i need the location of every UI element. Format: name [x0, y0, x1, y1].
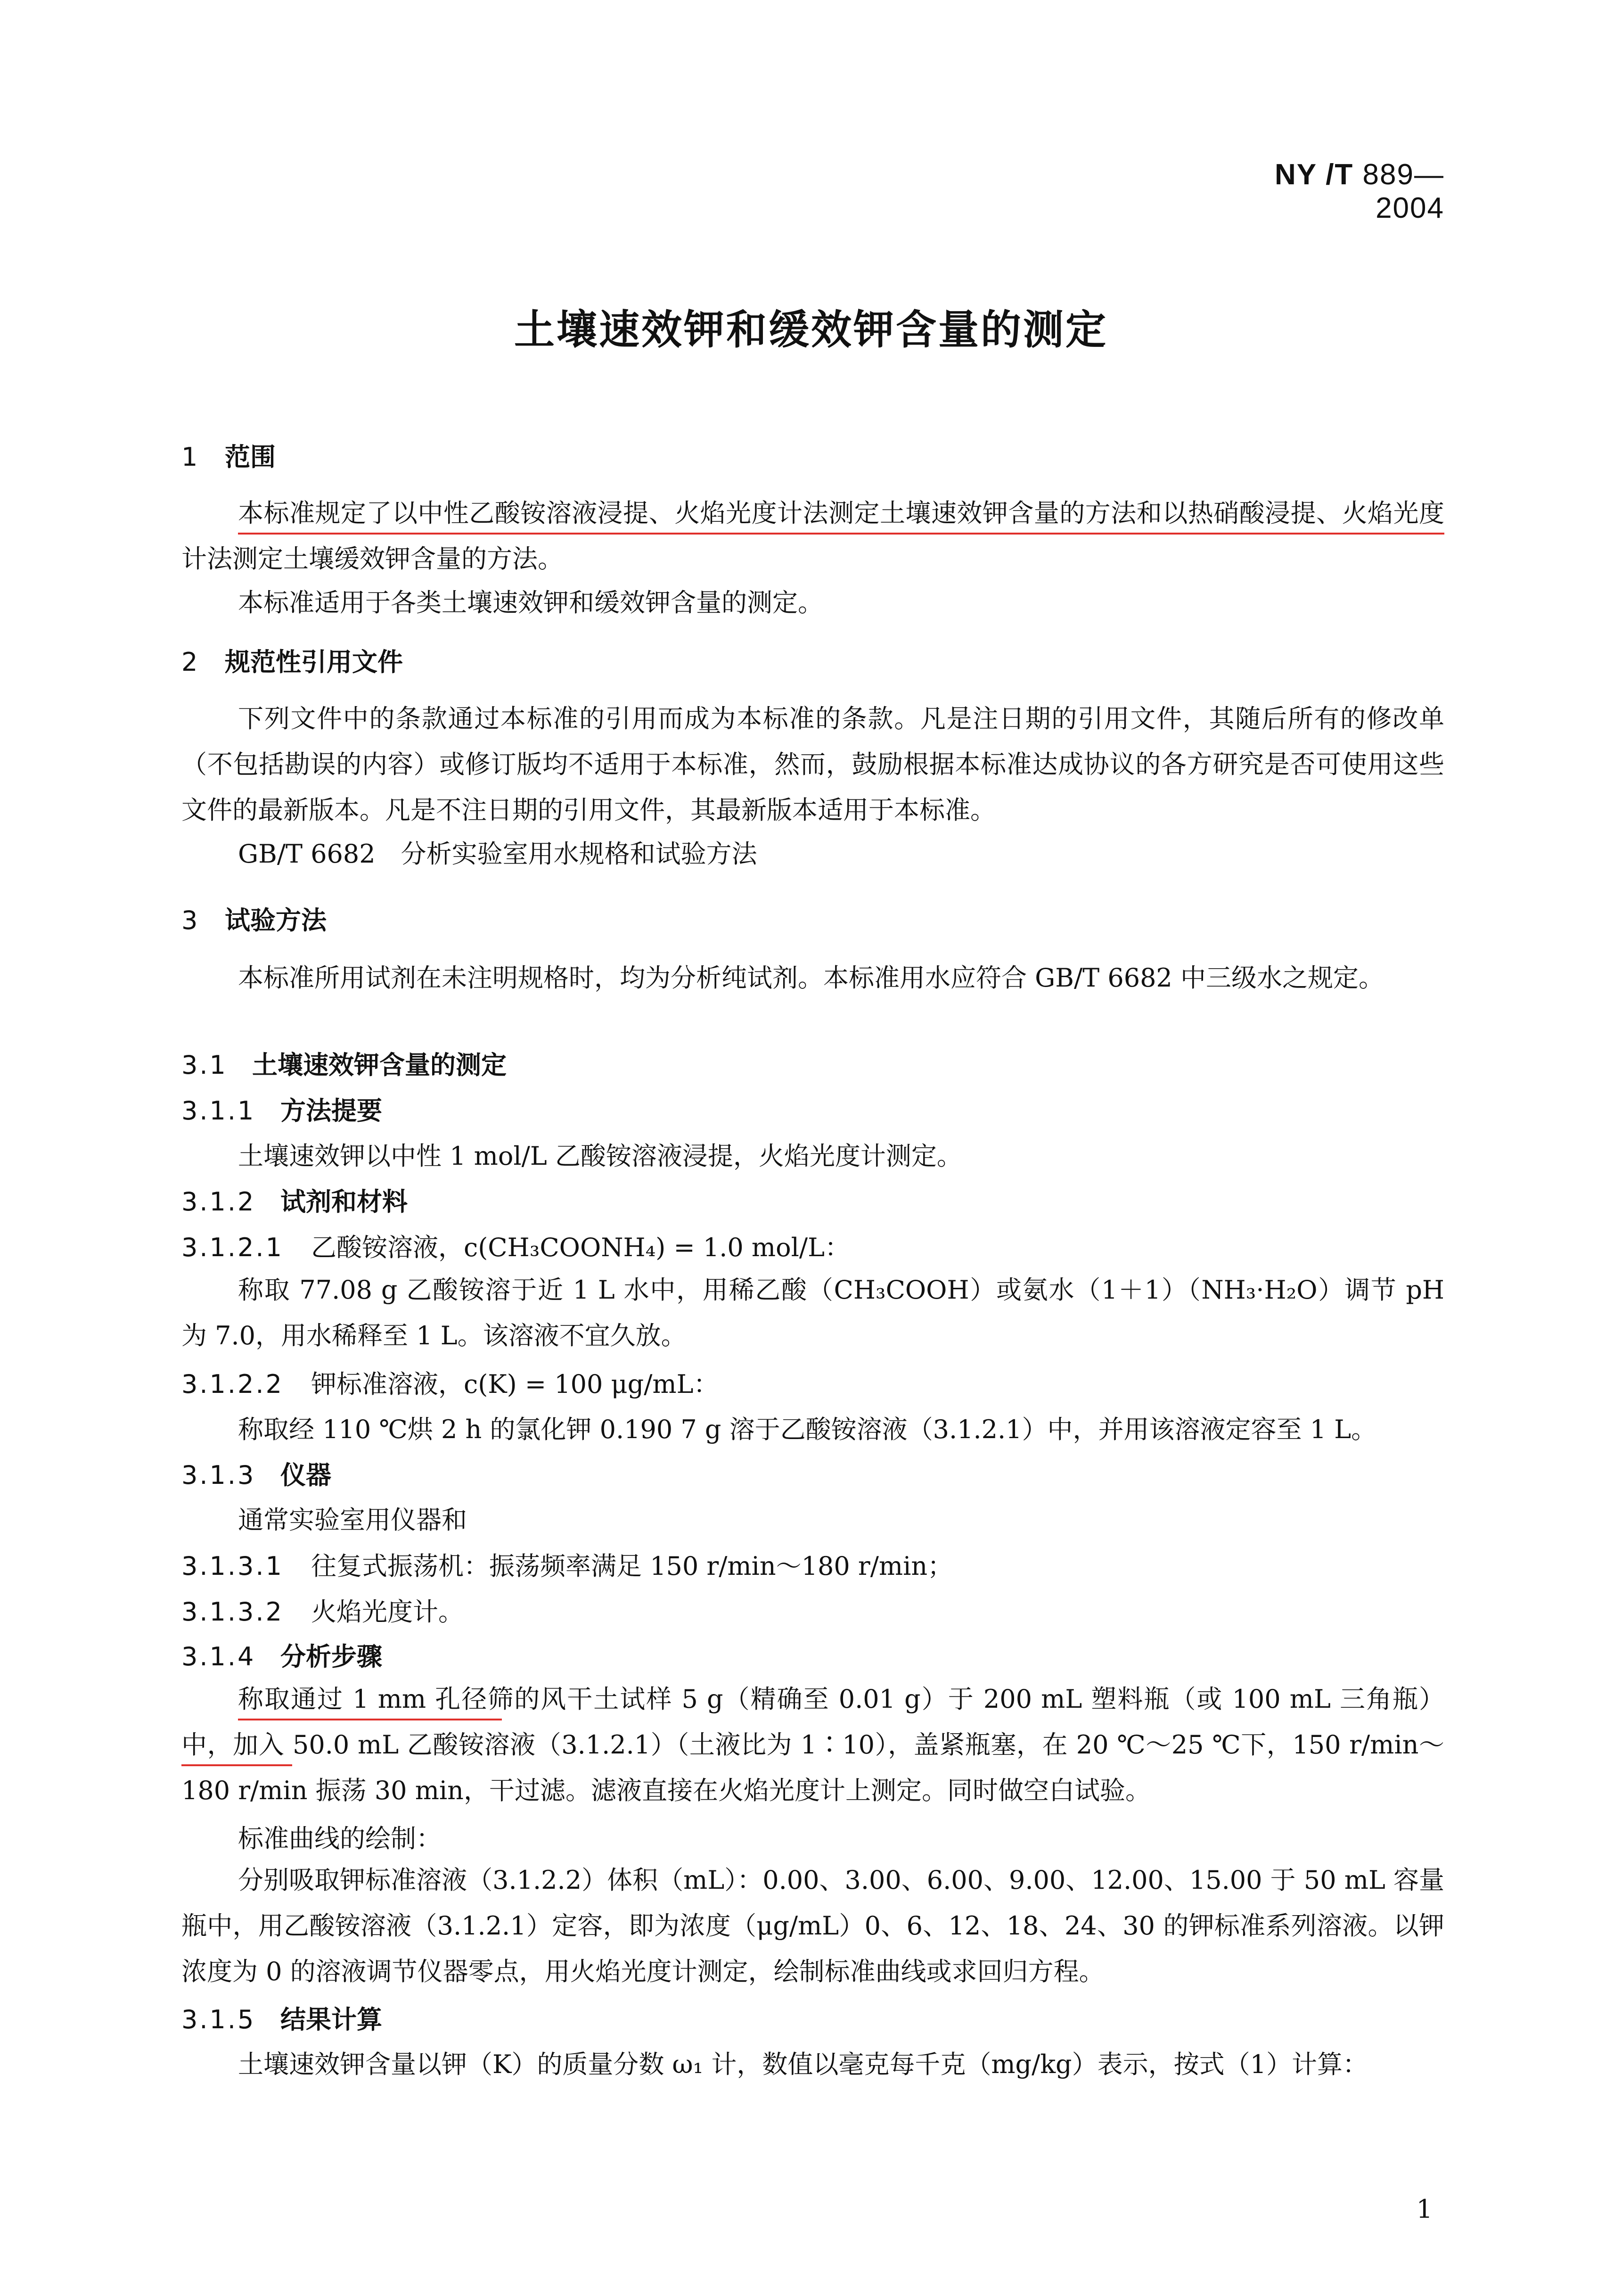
section-1-heading [181, 441, 276, 474]
section-label: 试验方法 [225, 905, 327, 935]
section-3-1-1-heading [181, 1095, 382, 1127]
page-number: 1 [1416, 2194, 1433, 2224]
section-label: 结果计算 [280, 2005, 382, 2034]
section-number: 3.1.2.1 [181, 1233, 284, 1262]
section-3-1-heading [181, 1049, 507, 1082]
section-3-1-4-heading [181, 1640, 382, 1673]
method-summary-text: 土壤速效钾以中性 1 mol/L 乙酸铵溶液浸提，火焰光度计测定。 [238, 1141, 962, 1171]
section-2-heading [181, 646, 403, 679]
section-number: 3.1.3.2 [181, 1597, 284, 1627]
normative-references-paragraph: 下列文件中的条款通过本标准的引用而成为本标准的条款。凡是注日期的引用文件，其随后所有的修改单（不包括勘误的内容）或修订版均不适用于本标准，然而，鼓励根据本标准达成协议的各方研究是否可使用这些文件的最新版本。凡是不注日期的引用文件，其最新版本适用于本标准。 [181, 704, 1444, 825]
section-number: 3.1.4 [181, 1642, 256, 1671]
test-method-paragraph: 本标准所用试剂在未注明规格时，均为分析纯试剂。本标准用水应符合 GB/T 6682 中三级水之规定。 [238, 963, 1384, 993]
calibration-curve-label: 标准曲线的绘制： [238, 1824, 442, 1853]
section-label: 范围 [225, 442, 276, 472]
instruments-intro-text: 通常实验室用仪器和 [238, 1505, 467, 1535]
section-number: 2 [181, 647, 198, 677]
section-3-1-2-1 [181, 1231, 850, 1264]
section-3-1-3-1 [181, 1550, 953, 1583]
section-label: 土壤速效钾含量的测定 [252, 1050, 507, 1080]
clause-text: 乙酸铵溶液，c(CH₃COONH₄) = 1.0 mol/L： [311, 1233, 850, 1262]
annotation-underline [181, 1764, 292, 1766]
section-number: 3.1.1 [181, 1096, 256, 1126]
section-number: 3.1 [181, 1050, 228, 1080]
scope-paragraph-1: 本标准规定了以中性乙酸铵溶液浸提、火焰光度计法测定土壤速效钾含量的方法和以热硝酸浸提、火焰光度计法测定土壤缓效钾含量的方法。 [181, 498, 1444, 574]
section-number: 3.1.5 [181, 2005, 256, 2034]
section-label: 仪器 [280, 1460, 331, 1490]
section-number: 3 [181, 905, 198, 935]
clause-text: 火焰光度计。 [311, 1597, 464, 1627]
scope-paragraph-2: 本标准适用于各类土壤速效钾和缓效钾含量的测定。 [238, 588, 823, 617]
section-label: 方法提要 [280, 1096, 382, 1126]
document-title: 土壤速效钾和缓效钾含量的测定 [514, 306, 1108, 354]
calibration-curve-paragraph: 分别吸取钾标准溶液（3.1.2.2）体积（mL）：0.00、3.00、6.00、9.00、12.00、15.00 于 50 mL 容量瓶中，用乙酸铵溶液（3.1.2.1）定容，即为浓度（μg/mL）0、6、12、18、24、30 的钾标准系列溶液。以钾浓度为 0 的溶液调节仪器零点，用火焰光度计测定，绘制标准曲线或求回归方程。 [181, 1865, 1444, 1986]
section-number: 3.1.3.1 [181, 1551, 284, 1581]
clause-text: 钾标准溶液，c(K) = 100 μg/mL： [311, 1369, 719, 1399]
section-number: 3.1.2 [181, 1187, 256, 1217]
section-number: 1 [181, 442, 198, 472]
section-3-1-5-heading [181, 2003, 382, 2036]
section-label: 规范性引用文件 [225, 647, 403, 677]
standard-code-prefix: NY /T [1274, 158, 1354, 191]
section-3-heading [181, 904, 327, 937]
section-3-1-2-heading [181, 1185, 408, 1218]
section-number: 3.1.3 [181, 1460, 256, 1490]
ammonium-acetate-prep-paragraph: 称取 77.08 g 乙酸铵溶于近 1 L 水中，用稀乙酸（CH₃COOH）或氨水（1＋1）（NH₃·H₂O）调节 pH 为 7.0，用水稀释至 1 L。该溶液不宜久放。 [181, 1275, 1444, 1350]
result-calculation-text: 土壤速效钾含量以钾（K）的质量分数 ω₁ 计，数值以毫克每千克（mg/kg）表示，按式（1）计算： [238, 2049, 1368, 2079]
analysis-procedure-paragraph: 称取通过 1 mm 孔径筛的风干土试样 5 g（精确至 0.01 g）于 200 mL 塑料瓶（或 100 mL 三角瓶）中，加入 50.0 mL 乙酸铵溶液（3.1.2.1）（土液比为 1∶10），盖紧瓶塞，在 20 ℃～25 ℃下，150 r/min～180 r/min 振荡 30 min，干过滤。滤液直接在火焰光度计上测定。同时做空白试验。 [181, 1684, 1444, 1805]
annotation-underline [238, 533, 1444, 535]
standard-code-number: 889—2004 [1362, 158, 1444, 224]
section-3-1-3-heading [181, 1459, 331, 1492]
annotation-underline [238, 1719, 502, 1720]
section-label: 分析步骤 [280, 1642, 382, 1671]
reference-entry: GB/T 6682 分析实验室用水规格和试验方法 [238, 839, 757, 869]
clause-text: 往复式振荡机：振荡频率满足 150 r/min～180 r/min； [311, 1551, 953, 1581]
standard-code [1228, 158, 1444, 225]
section-3-1-2-2 [181, 1368, 719, 1401]
potassium-standard-prep-text: 称取经 110 ℃烘 2 h 的氯化钾 0.190 7 g 溶于乙酸铵溶液（3.1.2.1）中，并用该溶液定容至 1 L。 [238, 1415, 1377, 1444]
section-label: 试剂和材料 [280, 1187, 408, 1217]
section-number: 3.1.2.2 [181, 1369, 284, 1399]
section-3-1-3-2 [181, 1596, 464, 1629]
